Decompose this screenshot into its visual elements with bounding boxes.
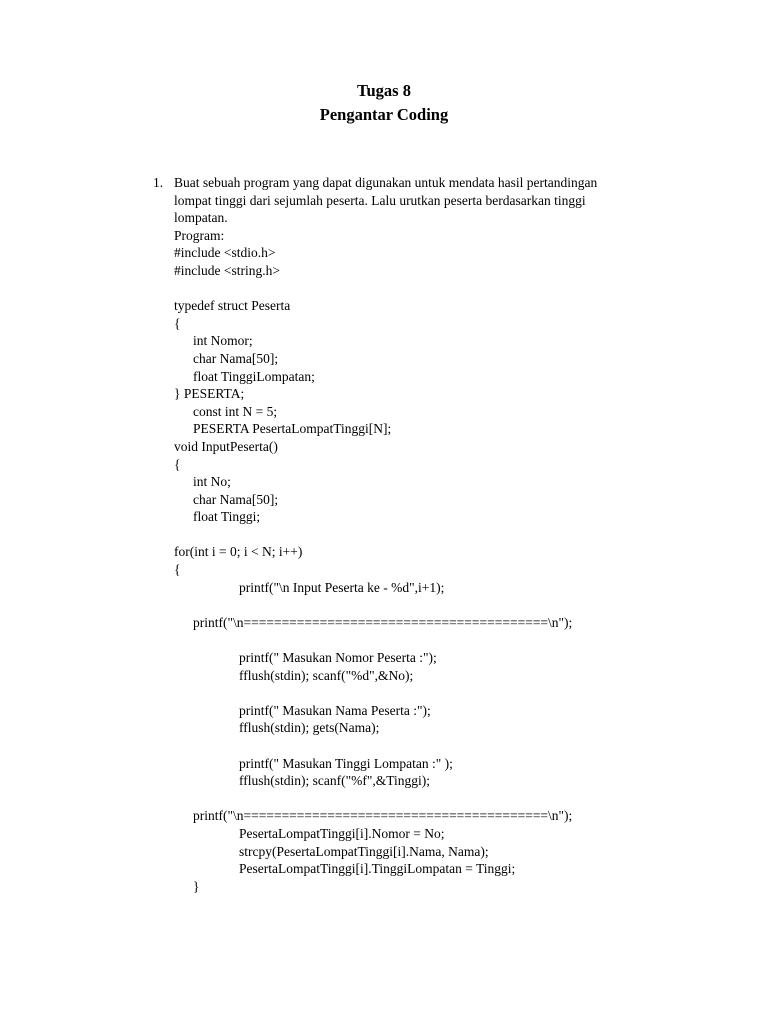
code-line: PESERTA PesertaLompatTinggi[N];: [193, 421, 392, 437]
code-line: printf("\n========================================\n");: [193, 614, 573, 630]
code-line: [174, 631, 572, 649]
code-listing: [174, 244, 572, 895]
code-line: {: [174, 456, 181, 472]
code-line: printf(" Masukan Nama Peserta :");: [239, 702, 431, 718]
code-line: [174, 790, 572, 808]
code-line: printf(" Masukan Tinggi Lompatan :" );: [239, 755, 453, 771]
code-line: printf("\n Input Peserta ke - %d",i+1);: [239, 579, 445, 595]
code-line: {: [174, 315, 181, 331]
code-line: printf("\n========================================\n");: [193, 808, 573, 824]
code-line: fflush(stdin); gets(Nama);: [239, 720, 380, 736]
question-line: lompat tinggi dari sejumlah peserta. Lalu urutkan peserta berdasarkan tinggi: [174, 192, 586, 208]
code-line: float TinggiLompatan;: [193, 368, 315, 384]
code-line: [174, 280, 572, 298]
code-line: const int N = 5;: [193, 403, 278, 419]
code-line: fflush(stdin); scanf("%d",&No);: [239, 667, 414, 683]
code-line: int Nomor;: [193, 333, 253, 349]
code-line: #include <string.h>: [174, 262, 280, 278]
document-title: Tugas 8: [357, 81, 411, 100]
document-subtitle: Pengantar Coding: [319, 105, 449, 124]
code-line: strcpy(PesertaLompatTinggi[i].Nama, Nama);: [239, 843, 489, 859]
code-line: void InputPeserta(): [174, 438, 278, 454]
code-line: #include <stdio.h>: [174, 245, 276, 261]
code-line: for(int i = 0; i < N; i++): [174, 544, 303, 560]
code-line: PesertaLompatTinggi[i].TinggiLompatan = Tinggi;: [239, 861, 516, 877]
code-line: }: [193, 878, 200, 894]
code-line: } PESERTA;: [174, 386, 245, 402]
code-line: char Nama[50];: [193, 491, 279, 507]
code-line: [174, 684, 572, 702]
code-line: PesertaLompatTinggi[i].Nomor = No;: [239, 825, 445, 841]
question-text: [174, 174, 634, 244]
code-line: [174, 526, 572, 544]
code-line: {: [174, 562, 181, 578]
code-line: [174, 737, 572, 755]
code-line: [174, 596, 572, 614]
code-line: typedef struct Peserta: [174, 298, 291, 314]
question-line: Program:: [174, 227, 225, 243]
code-line: fflush(stdin); scanf("%f",&Tinggi);: [239, 773, 431, 789]
question-number: 1.: [153, 175, 164, 190]
code-line: int No;: [193, 474, 231, 490]
code-line: float Tinggi;: [193, 509, 261, 525]
code-line: printf(" Masukan Nomor Peserta :");: [239, 650, 437, 666]
code-line: char Nama[50];: [193, 350, 279, 366]
question-line: lompatan.: [174, 210, 228, 226]
question-line: Buat sebuah program yang dapat digunakan untuk mendata hasil pertandingan: [174, 175, 598, 190]
